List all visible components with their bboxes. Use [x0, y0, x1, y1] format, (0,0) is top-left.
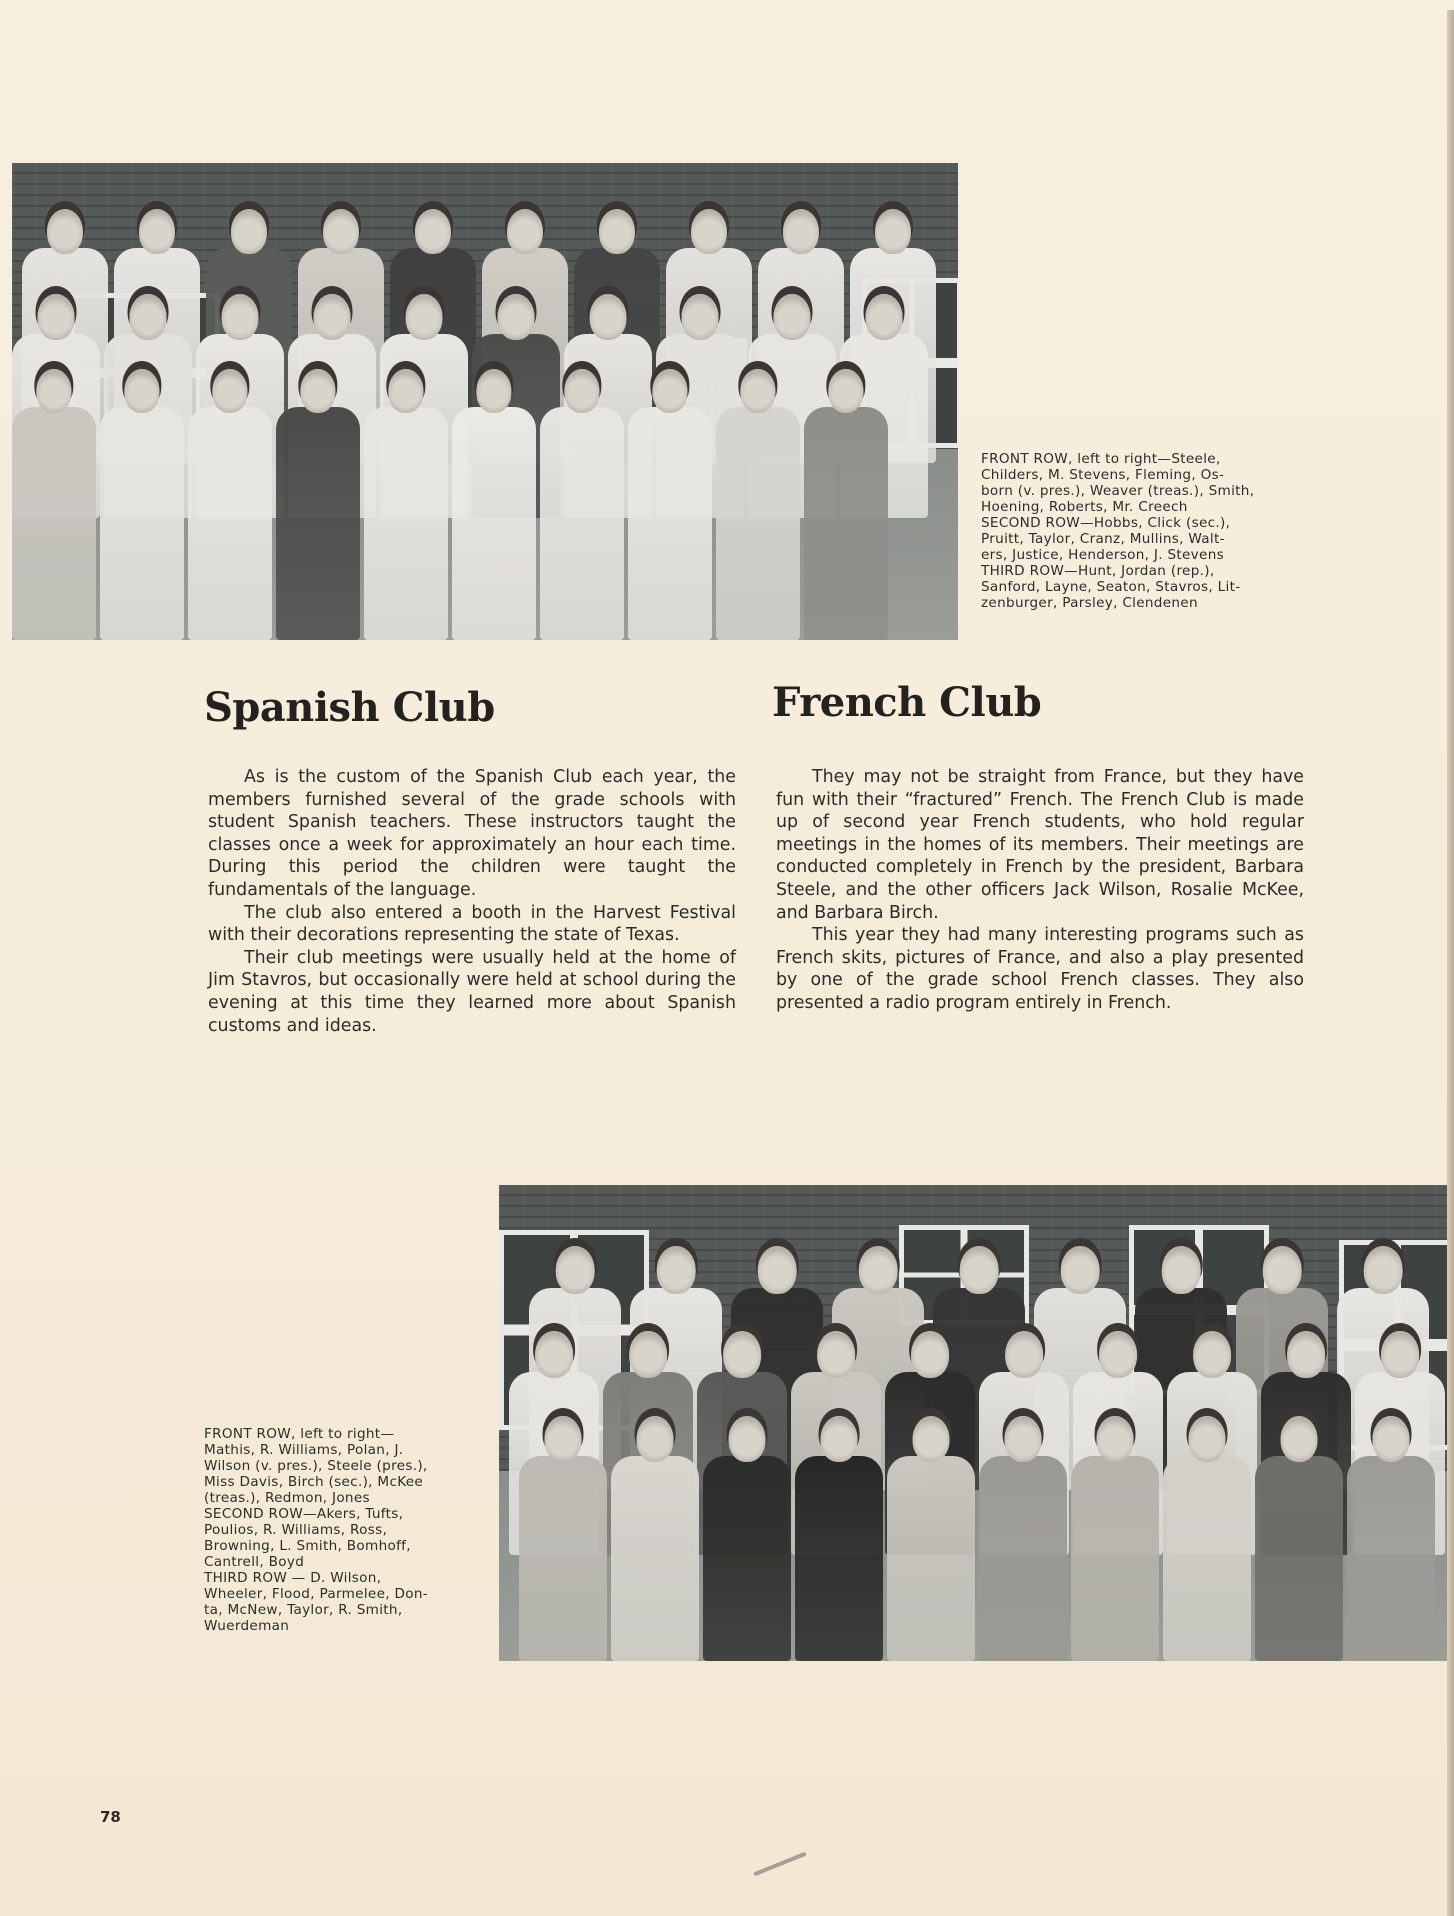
- person-head: [323, 209, 359, 254]
- person-head: [556, 1246, 595, 1294]
- person-figure: [1071, 1410, 1159, 1661]
- person-head: [723, 1331, 761, 1378]
- person-head: [1005, 1416, 1042, 1462]
- person-head: [564, 369, 599, 413]
- person-body: [1347, 1456, 1435, 1661]
- person-head: [1364, 1246, 1403, 1294]
- french-club-title: French Club: [772, 679, 1042, 726]
- person-body: [1163, 1456, 1251, 1661]
- person-head: [545, 1416, 582, 1462]
- person-head: [682, 294, 719, 340]
- article-paragraph: As is the custom of the Spanish Club each year, the members furnished several of the grade schools with student Spanish teachers. These instructors taught the classes once a week for approximately an hour each time. During this period the children were taught the fundamentals of the language.: [208, 767, 736, 900]
- person-head: [124, 369, 159, 413]
- person-body: [100, 407, 184, 640]
- person-head: [130, 294, 167, 340]
- person-figure: [540, 363, 624, 640]
- person-body: [452, 407, 536, 640]
- person-figure: [519, 1410, 607, 1661]
- person-head: [406, 294, 443, 340]
- person-figure: [1347, 1410, 1435, 1661]
- person-figure: [628, 363, 712, 640]
- person-figure: [703, 1410, 791, 1661]
- person-figure: [887, 1410, 975, 1661]
- person-head: [415, 209, 451, 254]
- caption-line: THIRD ROW — D. Wilson,: [204, 1570, 382, 1586]
- article-paragraph: Their club meetings were usually held at the home of Jim Stavros, but occasionally were held at school during the evening at this time they learned more about Spanish customs and ideas.: [208, 947, 736, 1036]
- person-figure: [611, 1410, 699, 1661]
- person-body: [12, 407, 96, 640]
- caption-line: Childers, M. Stevens, Fleming, Os-: [981, 467, 1225, 483]
- caption-line: FRONT ROW, left to right—Steele,: [981, 451, 1221, 467]
- person-body: [540, 407, 624, 640]
- person-head: [691, 209, 727, 254]
- person-head: [47, 209, 83, 254]
- caption-line: Browning, L. Smith, Bomhoff,: [204, 1538, 411, 1554]
- person-head: [657, 1246, 696, 1294]
- spanish-club-photo: [12, 163, 958, 640]
- person-head: [729, 1416, 766, 1462]
- person-body: [795, 1456, 883, 1661]
- person-figure: [364, 363, 448, 640]
- person-head: [740, 369, 775, 413]
- person-body: [703, 1456, 791, 1661]
- caption-line: THIRD ROW—Hunt, Jordan (rep.),: [981, 563, 1215, 579]
- caption-line: born (v. pres.), Weaver (treas.), Smith,: [981, 483, 1255, 499]
- person-head: [758, 1246, 797, 1294]
- person-head: [222, 294, 259, 340]
- person-head: [38, 294, 75, 340]
- person-head: [300, 369, 335, 413]
- spanish-club-caption: [981, 451, 1291, 611]
- person-head: [535, 1331, 573, 1378]
- person-head: [1097, 1416, 1134, 1462]
- french-club-article: [776, 766, 1304, 1015]
- person-head: [1263, 1246, 1302, 1294]
- person-head: [652, 369, 687, 413]
- person-head: [1099, 1331, 1137, 1378]
- person-figure: [276, 363, 360, 640]
- caption-line: Mathis, R. Williams, Polan, J.: [204, 1442, 404, 1458]
- caption-line: ers, Justice, Henderson, J. Stevens: [981, 547, 1224, 563]
- person-body: [1255, 1456, 1343, 1661]
- caption-line: Wheeler, Flood, Parmelee, Don-: [204, 1586, 428, 1602]
- person-body: [628, 407, 712, 640]
- caption-line: Poulios, R. Williams, Ross,: [204, 1522, 388, 1538]
- french-club-caption: [204, 1426, 472, 1634]
- person-head: [388, 369, 423, 413]
- person-figure: [100, 363, 184, 640]
- person-head: [36, 369, 71, 413]
- person-head: [1162, 1246, 1201, 1294]
- person-figure: [716, 363, 800, 640]
- article-paragraph: This year they had many interesting programs such as French skits, pictures of France, and also a play presented by one of the grade school French classes. They also presented a radio program entirely in French.: [776, 925, 1304, 1013]
- person-head: [783, 209, 819, 254]
- person-head: [314, 294, 351, 340]
- person-head: [1381, 1331, 1419, 1378]
- person-head: [629, 1331, 667, 1378]
- person-head: [590, 294, 627, 340]
- person-head: [866, 294, 903, 340]
- person-head: [913, 1416, 950, 1462]
- page-number: 78: [100, 1808, 121, 1826]
- person-head: [1193, 1331, 1231, 1378]
- caption-line: Pruitt, Taylor, Cranz, Mullins, Walt-: [981, 531, 1225, 547]
- person-head: [498, 294, 535, 340]
- person-body: [804, 407, 888, 640]
- person-body: [1071, 1456, 1159, 1661]
- person-body: [611, 1456, 699, 1661]
- caption-line: FRONT ROW, left to right—: [204, 1426, 395, 1442]
- person-head: [1373, 1416, 1410, 1462]
- caption-line: Sanford, Layne, Seaton, Stavros, Lit-: [981, 579, 1241, 595]
- person-body: [887, 1456, 975, 1661]
- caption-line: Wilson (v. pres.), Steele (pres.),: [204, 1458, 428, 1474]
- person-head: [1287, 1331, 1325, 1378]
- person-head: [1189, 1416, 1226, 1462]
- person-figure: [804, 363, 888, 640]
- person-body: [188, 407, 272, 640]
- person-figure: [979, 1410, 1067, 1661]
- person-figure: [795, 1410, 883, 1661]
- person-body: [716, 407, 800, 640]
- caption-line: Miss Davis, Birch (sec.), McKee: [204, 1474, 424, 1490]
- caption-line: zenburger, Parsley, Clendenen: [981, 595, 1198, 611]
- caption-line: SECOND ROW—Akers, Tufts,: [204, 1506, 404, 1522]
- person-head: [774, 294, 811, 340]
- person-head: [599, 209, 635, 254]
- person-figure: [452, 363, 536, 640]
- person-head: [507, 209, 543, 254]
- caption-line: SECOND ROW—Hobbs, Click (sec.),: [981, 515, 1231, 531]
- caption-line: Hoening, Roberts, Mr. Creech: [981, 499, 1188, 515]
- person-head: [911, 1331, 949, 1378]
- person-figure: [1163, 1410, 1251, 1661]
- caption-line: Wuerdeman: [204, 1618, 290, 1634]
- person-figure: [188, 363, 272, 640]
- person-head: [875, 209, 911, 254]
- person-head: [231, 209, 267, 254]
- person-head: [828, 369, 863, 413]
- spanish-club-article: [208, 766, 736, 1037]
- person-head: [637, 1416, 674, 1462]
- caption-line: (treas.), Redmon, Jones: [204, 1490, 370, 1506]
- person-figure: [1255, 1410, 1343, 1661]
- caption-line: ta, McNew, Taylor, R. Smith,: [204, 1602, 403, 1618]
- person-head: [212, 369, 247, 413]
- person-body: [979, 1456, 1067, 1661]
- caption-line: Cantrell, Boyd: [204, 1554, 305, 1570]
- person-body: [364, 407, 448, 640]
- article-paragraph: They may not be straight from France, but they have fun with their “fractured” French. The French Club is made up of second year French students, who hold regular meetings in the homes of its members. Their meetings are conducted completely in French by the president, Barbara Steele, and the other officers Jack Wilson, Rosalie McKee, and Barbara Birch.: [776, 767, 1304, 923]
- person-head: [821, 1416, 858, 1462]
- page-edge-shadow: [1447, 10, 1454, 1916]
- person-body: [519, 1456, 607, 1661]
- article-paragraph: The club also entered a booth in the Harvest Festival with their decorations representing the state of Texas.: [208, 902, 736, 946]
- person-figure: [12, 363, 96, 640]
- person-head: [1281, 1416, 1318, 1462]
- person-head: [1061, 1246, 1100, 1294]
- person-head: [476, 369, 511, 413]
- person-head: [859, 1246, 898, 1294]
- person-head: [960, 1246, 999, 1294]
- french-club-photo: [499, 1185, 1447, 1661]
- spanish-club-title: Spanish Club: [204, 684, 495, 731]
- person-head: [139, 209, 175, 254]
- person-head: [1005, 1331, 1043, 1378]
- pencil-mark: [753, 1852, 806, 1877]
- person-head: [817, 1331, 855, 1378]
- person-body: [276, 407, 360, 640]
